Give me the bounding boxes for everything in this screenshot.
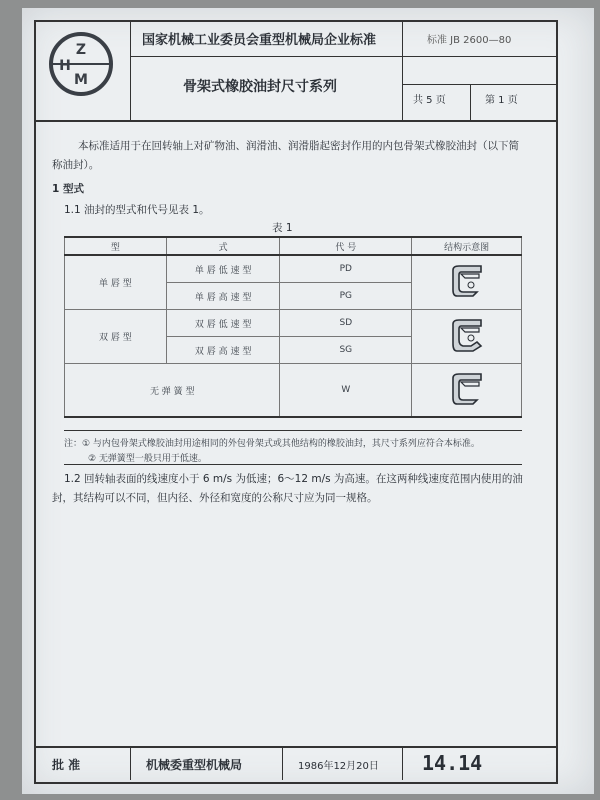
section-1-heading: 1 型式 bbox=[52, 183, 84, 195]
th-type: 型 bbox=[65, 237, 167, 255]
header-pages-rule bbox=[402, 84, 556, 85]
seal-type-table bbox=[64, 236, 522, 418]
header-pages-divider bbox=[470, 84, 471, 121]
no-spring-seal-icon bbox=[447, 372, 487, 406]
header-divider-right bbox=[402, 20, 403, 121]
document-title: 骨架式橡胶油封尺寸系列 bbox=[183, 79, 337, 95]
header-divider-logo bbox=[130, 20, 131, 121]
notes-top-rule bbox=[64, 430, 522, 431]
table-header-row bbox=[65, 237, 522, 255]
table-row bbox=[65, 310, 522, 337]
footer-top-rule bbox=[34, 746, 556, 748]
table-note-2: ② 无弹簧型一般只用于低速。 bbox=[88, 454, 207, 464]
code-cell: W bbox=[280, 364, 412, 418]
page-count: 共 5 页 bbox=[413, 95, 446, 106]
page-number: 第 1 页 bbox=[485, 95, 518, 106]
code-cell: PD bbox=[280, 255, 412, 283]
th-code: 代 号 bbox=[280, 237, 412, 255]
code-cell: SD bbox=[280, 310, 412, 337]
diagram-single-lip bbox=[412, 255, 522, 310]
table-caption: 表 1 bbox=[272, 222, 293, 234]
para-1-1: 1.1 油封的型式和代号见表 1。 bbox=[64, 204, 210, 216]
footer-divider-2 bbox=[282, 746, 283, 780]
standard-code: 标准 JB 2600—80 bbox=[427, 35, 512, 46]
header-bottom-rule bbox=[34, 120, 556, 122]
subtype-cell: 双 唇 高 速 型 bbox=[166, 337, 280, 364]
approver: 机械委重型机械局 bbox=[146, 758, 243, 772]
subtype-cell: 单 唇 低 速 型 bbox=[166, 255, 280, 283]
group-no-spring: 无 弹 簧 型 bbox=[65, 364, 280, 418]
table-row bbox=[65, 255, 522, 283]
th-diagram: 结构示意图 bbox=[412, 237, 522, 255]
approve-label: 批 准 bbox=[52, 758, 81, 772]
diagram-no-spring bbox=[412, 364, 522, 418]
intro-line-2: 称油封）。 bbox=[52, 159, 100, 171]
table-note-1: 注：① 与内包骨架式橡胶油封用途相同的外包骨架式或其他结构的橡胶油封，其尺寸系列应符合本标准。 bbox=[64, 439, 480, 449]
issuing-organization: 国家机械工业委员会重型机械局企业标准 bbox=[142, 33, 377, 48]
intro-line-1: 本标准适用于在回转轴上对矿物油、润滑油、润滑脂起密封作用的内包骨架式橡胶油封（以下简 bbox=[78, 140, 519, 152]
code-cell: PG bbox=[280, 283, 412, 310]
logo-letter-left: H bbox=[59, 58, 71, 74]
document-number: 14.14 bbox=[422, 751, 483, 775]
single-lip-seal-icon bbox=[447, 264, 487, 298]
footer-divider-3 bbox=[402, 746, 403, 780]
footer-divider-1 bbox=[130, 746, 131, 780]
standard-logo-icon bbox=[45, 28, 117, 100]
subtype-cell: 单 唇 高 速 型 bbox=[166, 283, 280, 310]
subtype-cell: 双 唇 低 速 型 bbox=[166, 310, 280, 337]
code-cell: SG bbox=[280, 337, 412, 364]
para-1-2-line-2: 封，其结构可以不同，但内径、外径和宽度的公称尺寸应为同一规格。 bbox=[52, 492, 378, 504]
group-double-lip: 双 唇 型 bbox=[65, 310, 167, 364]
group-single-lip: 单 唇 型 bbox=[65, 255, 167, 310]
table-row bbox=[65, 364, 522, 418]
logo-letter-bottom: M bbox=[74, 72, 88, 88]
approval-date: 1986年12月20日 bbox=[298, 761, 379, 772]
logo-letter-top: Z bbox=[75, 42, 87, 58]
th-form: 式 bbox=[166, 237, 280, 255]
header-mid-rule bbox=[130, 56, 556, 57]
diagram-double-lip bbox=[412, 310, 522, 364]
para-1-2-line-1: 1.2 回转轴表面的线速度小于 6 m/s 为低速；6～12 m/s 为高速。在这两种线速度范围内使用的油 bbox=[64, 473, 523, 485]
notes-bottom-rule bbox=[64, 464, 522, 465]
double-lip-seal-icon bbox=[447, 318, 487, 352]
